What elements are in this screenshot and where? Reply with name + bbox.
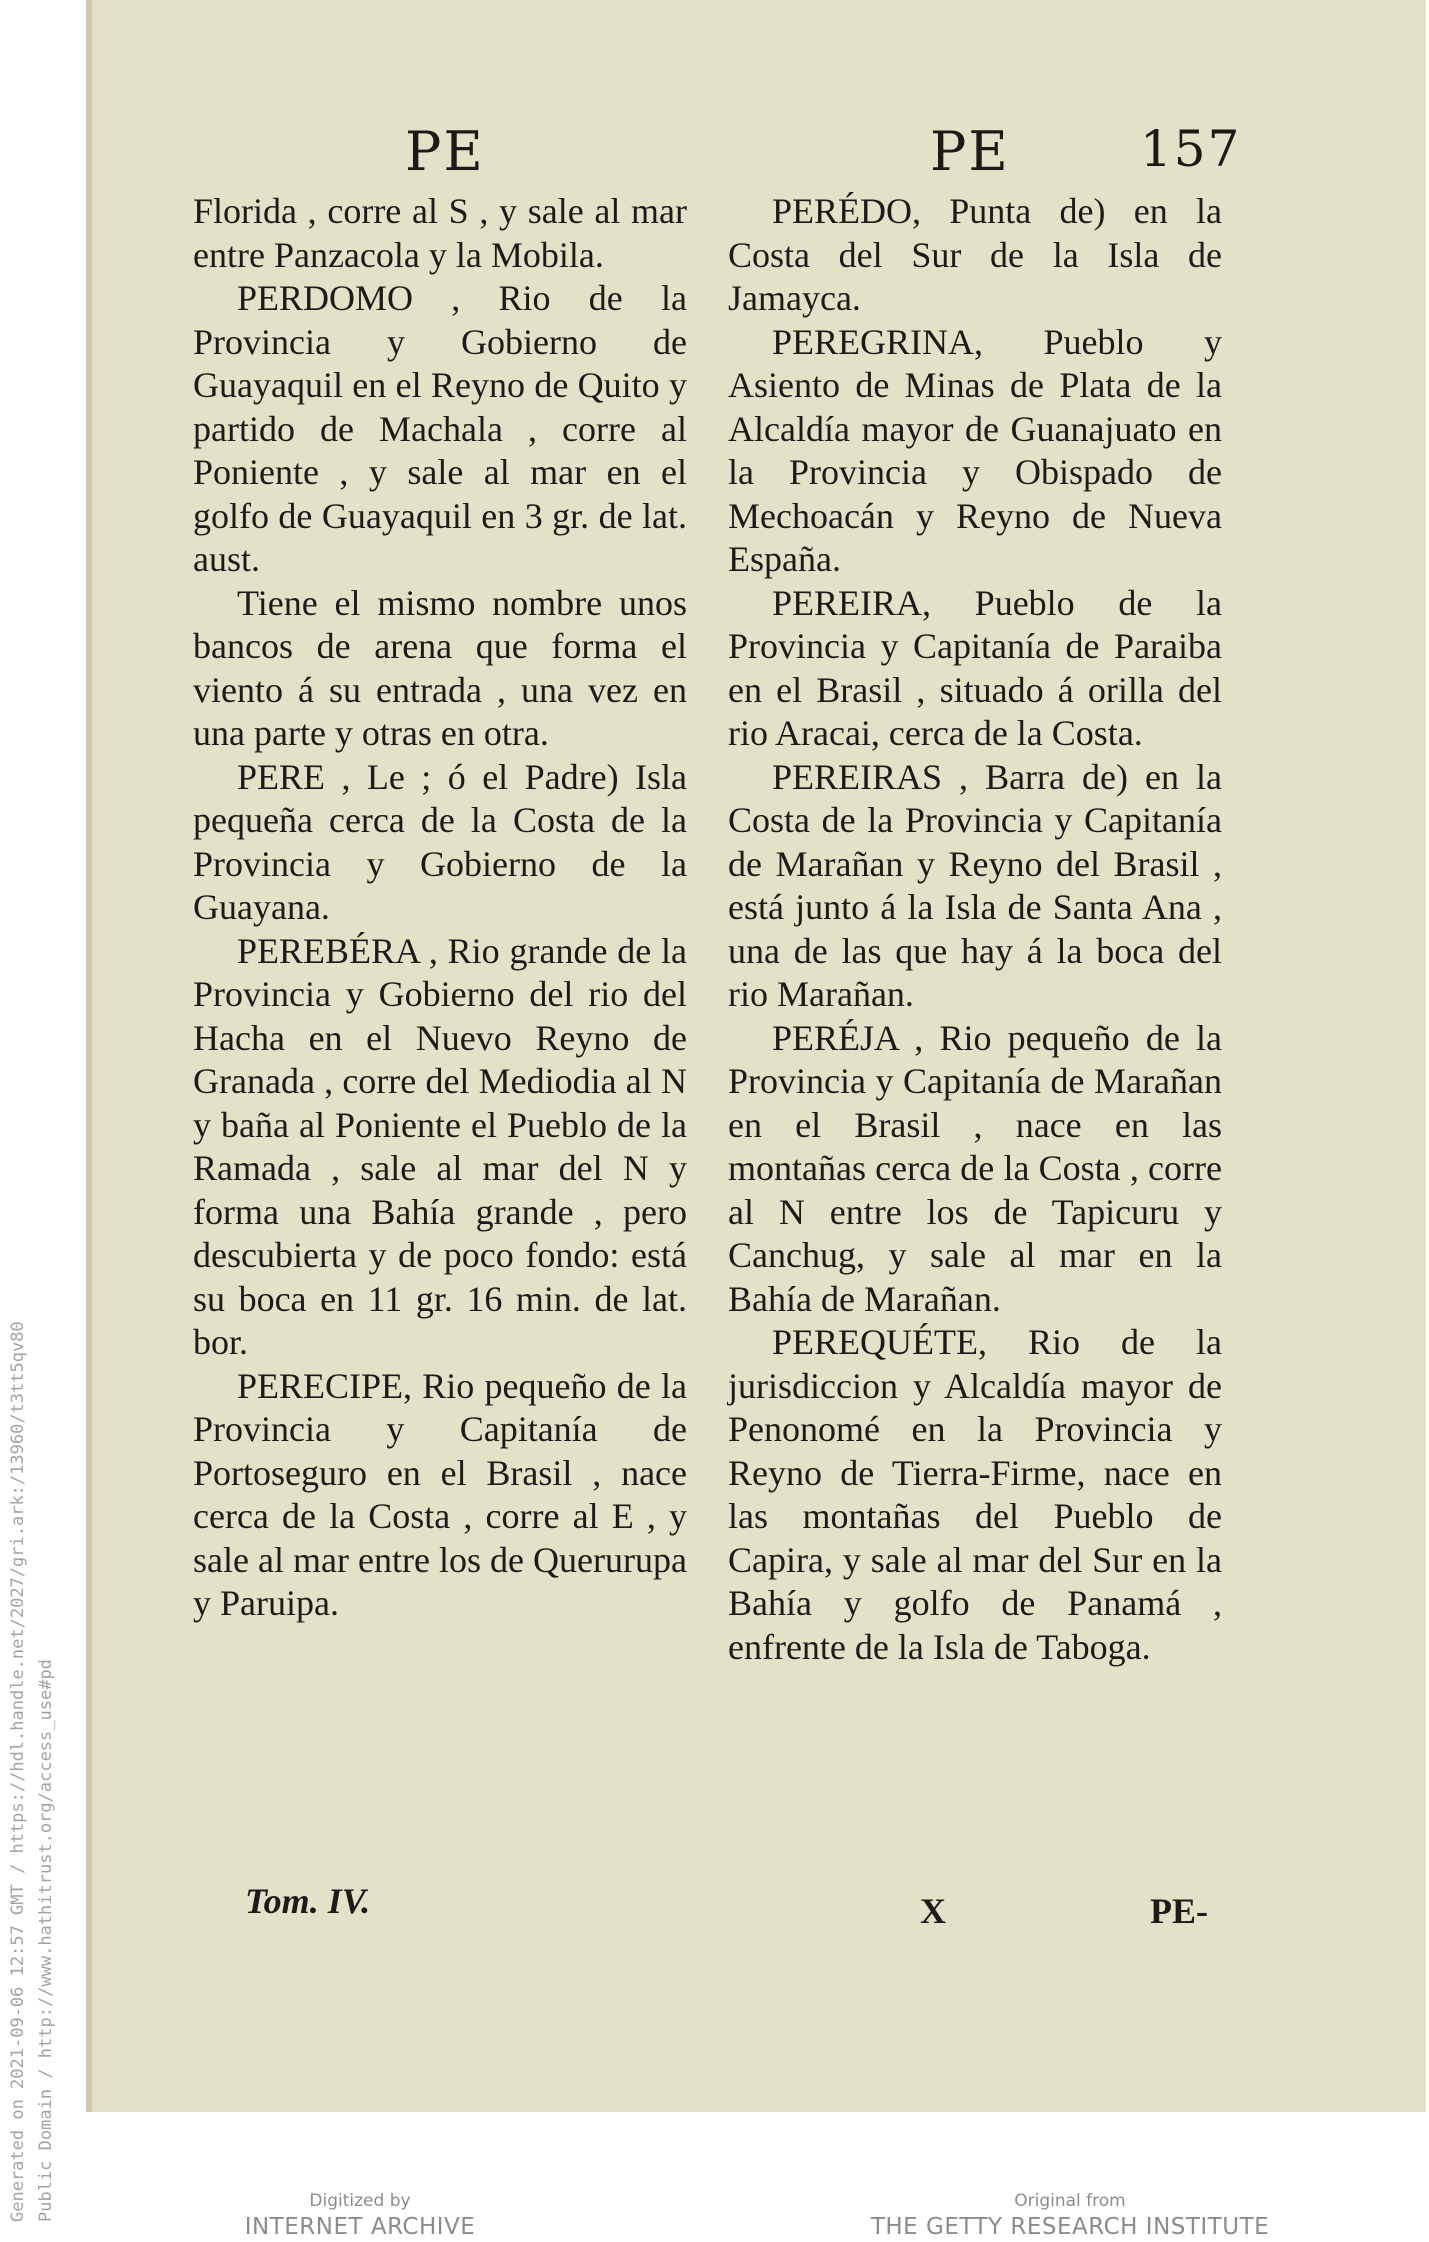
entry-paragraph: PERÉDO, Punta de) en la Costa del Sur de la Isla de Jamayca. <box>728 191 1222 318</box>
entry-paragraph: PEREIRA, Pueblo de la Provincia y Capitanía de Paraiba en el Brasil , situado á orilla del rio Aracai, cerca de la Costa. <box>728 582 1222 753</box>
running-head-left: PE <box>405 120 485 183</box>
page-edge-shadow <box>86 0 92 2112</box>
right-column <box>728 190 1222 1669</box>
entry-paragraph: Florida , corre al S , y sale al mar entre Panzacola y la Mobila. <box>193 191 687 275</box>
original-from-label: Original from <box>1014 2191 1126 2211</box>
entry-paragraph: PERE , Le ; ó el Padre) Isla pequeña cerca de la Costa de la Provincia y Gobierno de la Guayana. <box>193 756 687 927</box>
digitized-by-label: Digitized by <box>309 2191 411 2211</box>
entry-paragraph: PEREBÉRA , Rio grande de la Provincia y Gobierno del rio del Hacha en el Nuevo Reyno de Granada , corre del Mediodia al N y baña al Poniente el Pueblo de la Ramada , sale al mar del N y forma una Bahía grande , pero descubierta y de poco fondo: está su boca en 11 gr. 16 min. de lat. bor. <box>193 930 687 1362</box>
left-column <box>193 190 687 1626</box>
entry-paragraph: PERECIPE, Rio pequeño de la Provincia y Capitanía de Portoseguro en el Brasil , nace cerca de la Costa , corre al E , y sale al mar entre los de Querurupa y Paruipa. <box>193 1365 687 1623</box>
entry-paragraph: Tiene el mismo nombre unos bancos de arena que forma el viento á su entrada , una vez en una parte y otras en otra. <box>193 582 687 753</box>
running-head-right: PE <box>930 120 1010 183</box>
footer-digitized-by <box>220 2190 500 2242</box>
entry-paragraph: PEREIRAS , Barra de) en la Costa de la Provincia y Capitanía de Marañan y Reyno del Brasil , está junto á la Isla de Santa Ana , una de las que hay á la boca del rio Marañan. <box>728 756 1222 1014</box>
stamp-line-2: Public Domain / http://www.hathitrust.org/access_use#pd <box>36 1659 56 2222</box>
internet-archive-label: INTERNET ARCHIVE <box>244 2214 476 2240</box>
volume-signature: Tom. IV. <box>245 1881 371 1921</box>
footer-original-from <box>870 2190 1270 2242</box>
entry-paragraph: PEREGRINA, Pueblo y Asiento de Minas de Plata de la Alcaldía mayor de Guanajuato en la Provincia y Obispado de Mechoacán y Reyno de Nueva España. <box>728 321 1222 579</box>
entry-paragraph: PERDOMO , Rio de la Provincia y Gobierno de Guayaquil en el Reyno de Quito y partido de Machala , corre al Poniente , y sale al mar en el golfo de Guayaquil en 3 gr. de lat. aust. <box>193 278 687 579</box>
page-number: 157 <box>1140 120 1242 178</box>
hathitrust-stamp <box>4 1072 60 2222</box>
entry-paragraph: PERÉJA , Rio pequeño de la Provincia y Capitanía de Marañan en el Brasil , nace en las montañas cerca de la Costa , corre al N entre los de Tapicuru y Canchug, y sale al mar en la Bahía de Marañan. <box>728 1017 1222 1319</box>
catchword: PE- <box>1150 1891 1208 1931</box>
getty-label: THE GETTY RESEARCH INSTITUTE <box>870 2214 1270 2240</box>
entry-paragraph: PEREQUÉTE, Rio de la jurisdiccion y Alcaldía mayor de Penonomé en la Provincia y Reyno de Tierra-Firme, nace en las montañas del Pueblo de Capira, y sale al mar del Sur en la Bahía y golfo de Panamá , enfrente de la Isla de Taboga. <box>728 1322 1222 1667</box>
stamp-line-1: Generated on 2021-09-06 12:57 GMT / https://hdl.handle.net/2027/gri.ark:/13960/t3tt5qv80 <box>8 1321 28 2222</box>
signature-mark: X <box>920 1891 946 1931</box>
